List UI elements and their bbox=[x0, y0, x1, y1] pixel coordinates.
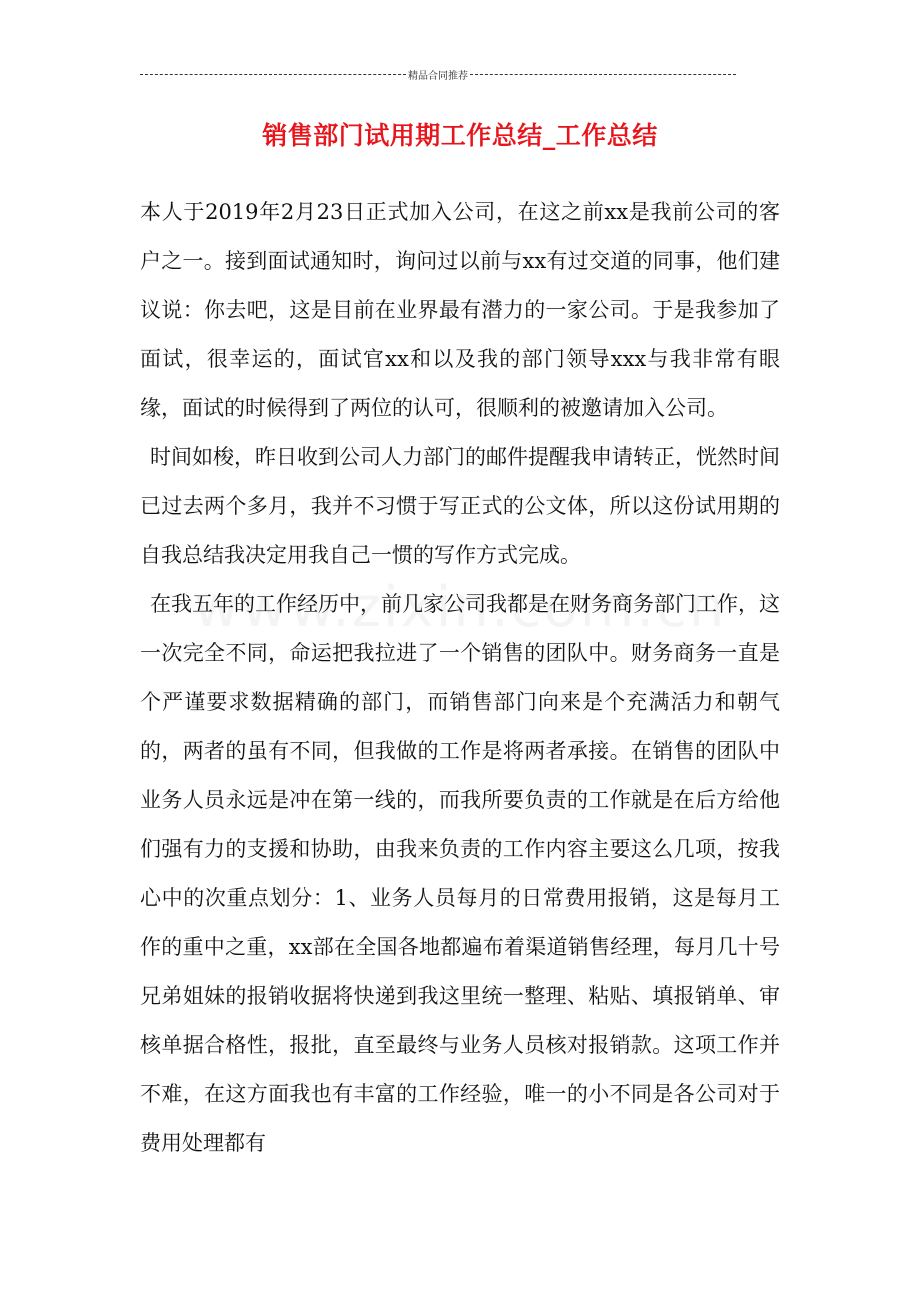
document-title: 销售部门试用期工作总结_工作总结 bbox=[262, 121, 658, 150]
paragraph-2: 时间如梭，昨日收到公司人力部门的邮件提醒我申请转正，恍然时间已过去两个多月，我并不习惯于写正式的公文体，所以这份试用期的自我总结我决定用我自己一惯的写作方式完成。 bbox=[140, 445, 780, 567]
paragraph-3: 在我五年的工作经历中，前几家公司我都是在财务商务部门工作，这一次完全不同，命运把我拉进了一个销售的团队中。财务商务一直是个严谨要求数据精确的部门，而销售部门向来是个充满活力和朝气的，两者的虽有不同，但我做的工作是将两者承接。在销售的团队中业务人员永远是冲在第一线的，而我所要负责的工作就是在后方给他们强有力的支援和协助，由我来负责的工作内容主要这么几项，按我心中的次重点划分：1、业务人员每月的日常费用报销，这是每月工作的重中之重，xx部在全国各地都遍布着渠道销售经理，每月几十号兄弟姐妹的报销收据将快递到我这里统一整理、粘贴、填报销单、审核单据合格性，报批，直至最终与业务人员核对报销款。这项工作并不难，在这方面我也有丰富的工作经验，唯一的小不同是各公司对于费用处理都有 bbox=[140, 592, 780, 1155]
header-dash-left bbox=[140, 74, 406, 75]
header-label: 精品合同推荐 bbox=[408, 70, 468, 82]
page-header bbox=[140, 66, 736, 82]
document-body bbox=[140, 188, 780, 1168]
header-dash-right bbox=[470, 74, 736, 75]
paragraph-1: 本人于2019年2月23日正式加入公司，在这之前xx是我前公司的客户之一。接到面试通知时，询问过以前与xx有过交道的同事，他们建议说：你去吧，这是目前在业界最有潜力的一家公司。于是我参加了面试，很幸运的，面试官xx和以及我的部门领导xxx与我非常有眼缘，面试的时候得到了两位的认可，很顺利的被邀请加入公司。 bbox=[140, 200, 780, 420]
